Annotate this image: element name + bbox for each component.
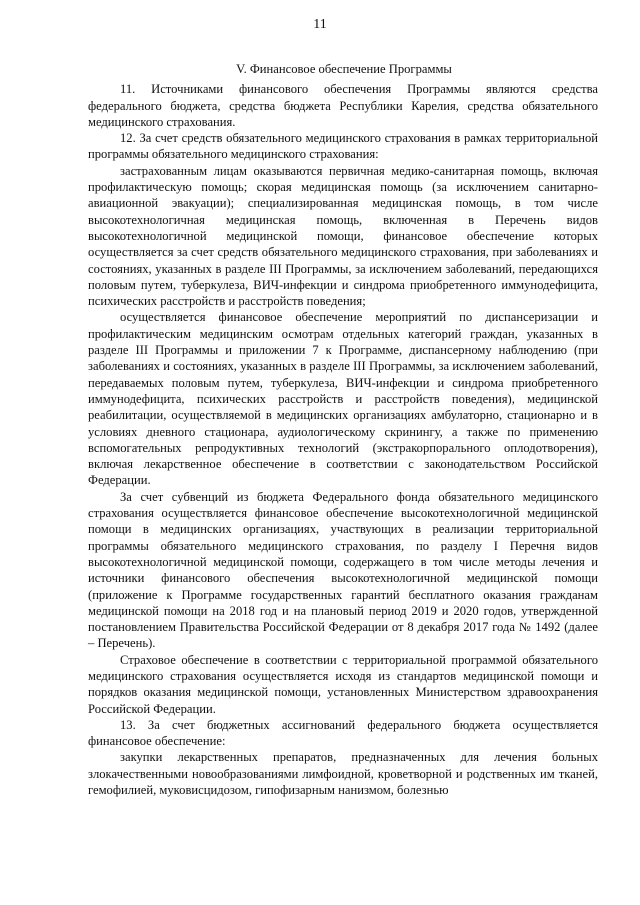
paragraph-dispensary-funding: осуществляется финансовое обеспечение мероприятий по диспансеризации и профилактическим медицинским осмотрам отдельных категорий граждан, указанных в разделе III Программы и приложении 7 к Программе, диспансерному наблюдению (при заболеваниях и состояниях, указанных в разделе III Программы, за исключением заболеваний, передаваемых половым путем, туберкулеза, ВИЧ-инфекции и синдрома приобретенного иммунодефицита, психических расстройств и расстройств поведения), медицинской реабилитации, осуществляемой в медицинских организациях амбулаторно, стационарно и в условиях дневного стационара, аудиологическому скринингу, а также по применению вспомогательных репродуктивных технологий (экстракорпорального оплодотворения), включая лекарственное обеспечение в соответствии с законодательством Российской Федерации. [88, 310, 598, 488]
document-body [88, 61, 598, 798]
paragraph-13: 13. За счет бюджетных ассигнований федерального бюджета осуществляется финансовое обеспечение: [88, 717, 598, 749]
section-heading: V. Финансовое обеспечение Программы [236, 62, 452, 76]
page-number: 11 [313, 17, 327, 32]
paragraph-12: 12. За счет средств обязательного медицинского страхования в рамках территориальной программы обязательного медицинского страхования: [88, 131, 598, 162]
paragraph-insurance-standards: Страховое обеспечение в соответствии с территориальной программой обязательного медицинского страхования осуществляется исходя из стандартов медицинской помощи и порядков оказания медицинской помощи, установленных Министерством здравоохранения Российской Федерации. [88, 652, 598, 716]
paragraph-11: 11. Источниками финансового обеспечения Программы являются средства федерального бюджета, средства бюджета Республики Карелия, средства обязательного медицинского страхования. [88, 82, 598, 129]
paragraph-subventions: За счет субвенций из бюджета Федерального фонда обязательного медицинского страхования осуществляется финансовое обеспечение высокотехнологичной медицинской помощи в медицинских организациях, участвующих в реализации территориальной программы обязательного медицинского страхования, по разделу I Перечня видов высокотехнологичной медицинской помощи, содержащего в том числе методы лечения и источники финансового обеспечения высокотехнологичной медицинской помощи (приложение к Программе государственных гарантий бесплатного оказания гражданам медицинской помощи на 2018 год и на плановый период 2019 и 2020 годов, утвержденной постановлением Правительства Российской Федерации от 8 декабря 2017 года № 1492 (далее – Перечень). [88, 489, 598, 651]
paragraph-insured-care: застрахованным лицам оказываются первичная медико-санитарная помощь, включая профилактическую помощь; скорая медицинская помощь (за исключением санитарно-авиационной эвакуации); специализированная медицинская помощь, в том числе высокотехнологичная медицинская помощь, включенная в Перечень видов высокотехнологичной медицинской помощи, финансовое обеспечение которых осуществляется за счет средств обязательного медицинского страхования, при заболеваниях и состояниях, указанных в разделе III Программы, за исключением заболеваний, передающихся половым путем, туберкулеза, ВИЧ-инфекции и синдрома приобретенного иммунодефицита, психических расстройств и расстройств поведения; [88, 163, 598, 309]
paragraph-drug-procurement: закупки лекарственных препаратов, предназначенных для лечения больных злокачественными новообразованиями лимфоидной, кроветворной и родственных им тканей, гемофилией, муковисцидозом, гипофизарным нанизмом, болезнью [88, 750, 598, 798]
